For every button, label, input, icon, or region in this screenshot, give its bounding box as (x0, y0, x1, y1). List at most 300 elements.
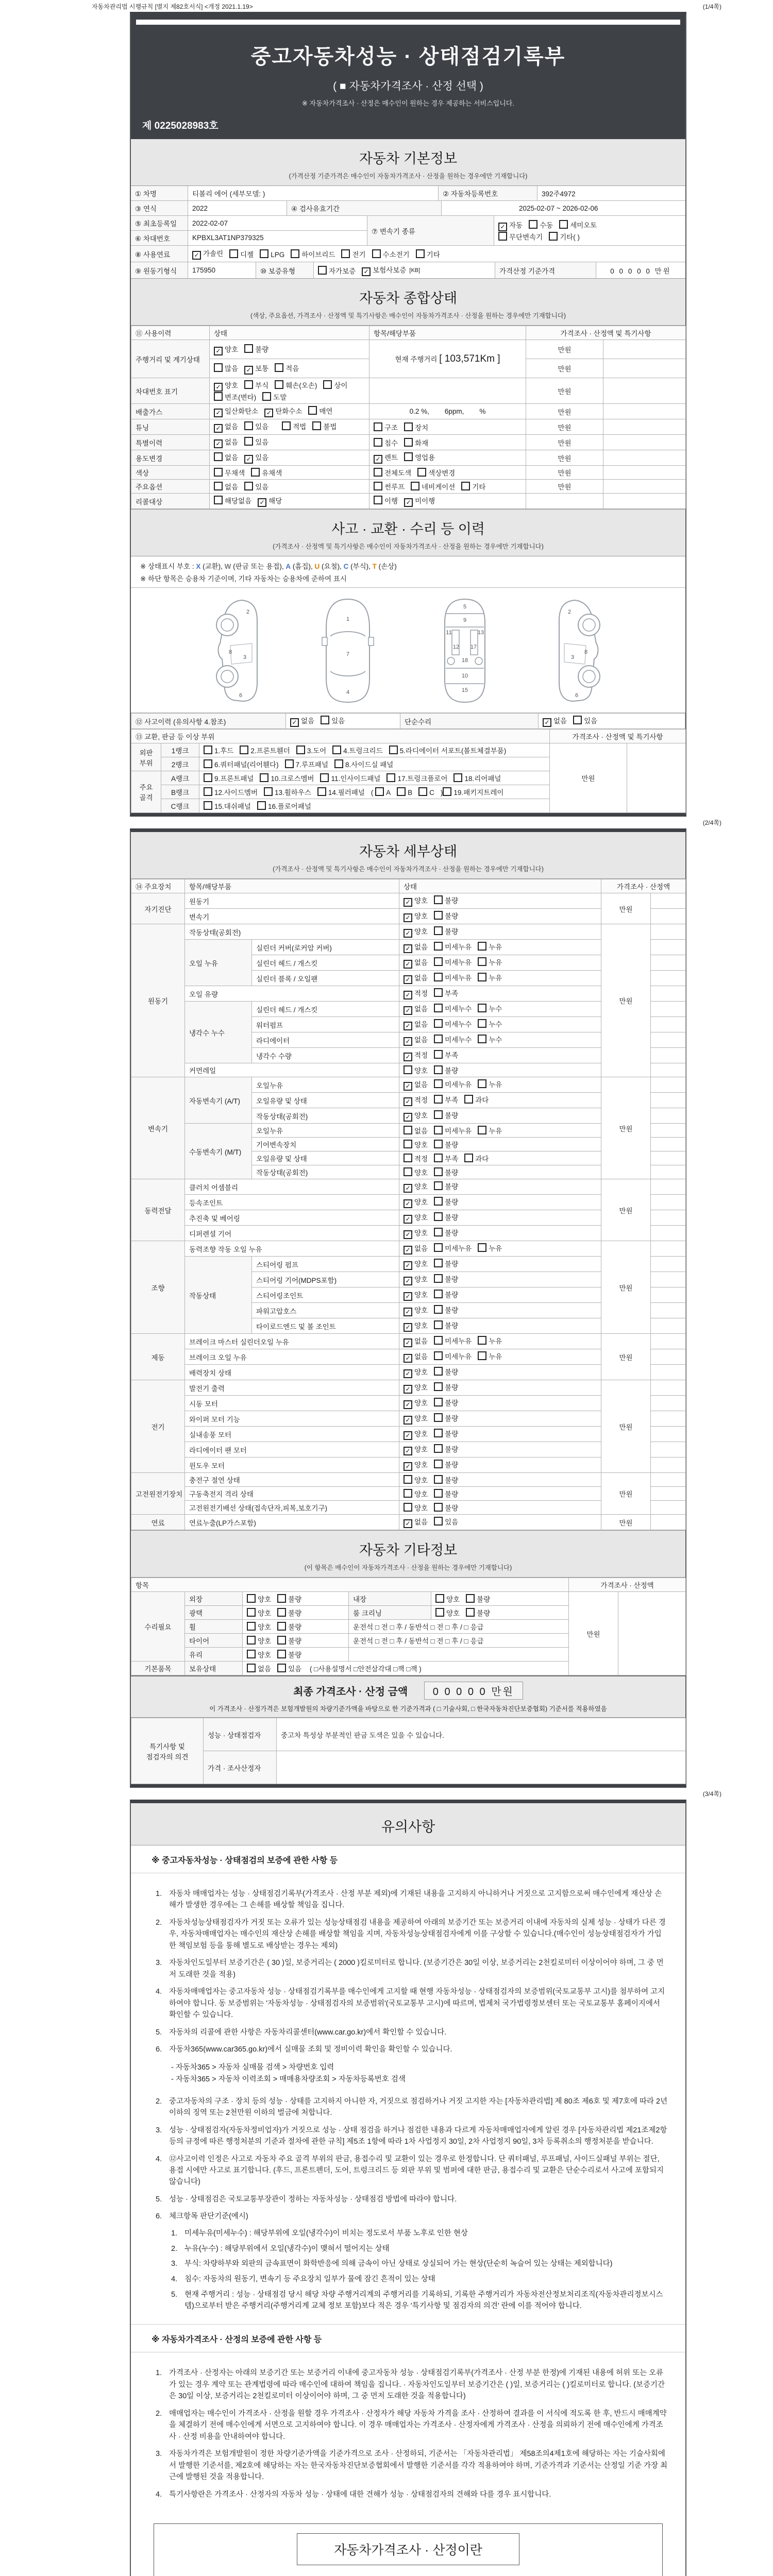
checkbox-label: 불량 (445, 1307, 459, 1314)
checkbox[interactable]: ✓ (404, 1215, 412, 1224)
check-option (244, 363, 268, 375)
checkbox[interactable] (434, 942, 443, 951)
checkbox[interactable] (434, 1095, 443, 1104)
checkbox[interactable] (277, 1594, 286, 1603)
checkbox[interactable]: ✓ (404, 1338, 412, 1347)
checkbox[interactable] (434, 1259, 443, 1267)
svg-text:12: 12 (452, 644, 460, 650)
checkbox[interactable] (461, 482, 470, 490)
checkbox-label: 구조 (384, 423, 398, 432)
checkbox[interactable] (321, 716, 329, 724)
checkbox[interactable]: ✓ (404, 1113, 412, 1122)
checkbox[interactable] (434, 1126, 443, 1134)
checkbox[interactable] (434, 1065, 443, 1074)
memo-cell (603, 378, 686, 404)
checkbox[interactable]: ✓ (214, 347, 223, 355)
checkbox[interactable]: ✓ (214, 424, 223, 433)
checkbox-label: 15.대쉬패널 (214, 803, 251, 810)
checkbox[interactable] (214, 392, 223, 401)
check-option (434, 1065, 458, 1075)
checkbox[interactable] (204, 745, 212, 754)
checkbox[interactable]: ✓ (404, 1462, 412, 1471)
legend-note: ※ 하단 항목은 승용차 기준이며, 기타 자동차는 승용차에 준하여 표시 (131, 572, 685, 588)
checkbox[interactable] (312, 421, 321, 430)
checkbox[interactable]: ✓ (404, 898, 412, 907)
checkbox[interactable]: ✓ (214, 409, 223, 417)
memo-cell (603, 419, 686, 435)
checkbox[interactable] (244, 344, 253, 353)
checkbox-label: 불량 (445, 1260, 459, 1268)
checkbox[interactable]: ✓ (244, 455, 253, 464)
checkbox[interactable] (323, 380, 332, 389)
checkbox-label: 미이행 (415, 497, 435, 505)
checkbox[interactable] (478, 942, 486, 951)
item-label: 작동상태(공회전) (252, 1165, 399, 1179)
checkbox-label: 누유 (489, 1353, 502, 1361)
checkbox[interactable] (434, 1274, 443, 1283)
checkbox-label: 양호 (414, 1384, 428, 1392)
checkbox[interactable] (434, 1243, 443, 1252)
check-option (277, 1635, 301, 1646)
checkbox[interactable] (262, 392, 271, 401)
checkbox[interactable] (404, 1154, 412, 1162)
checkbox[interactable] (434, 1181, 443, 1190)
checkbox[interactable] (244, 482, 253, 490)
checkbox[interactable] (498, 232, 507, 241)
checkbox[interactable] (251, 468, 260, 477)
checkbox[interactable] (434, 1460, 443, 1468)
check-option (434, 1139, 458, 1149)
checkbox[interactable] (434, 1110, 443, 1119)
checkbox[interactable] (404, 438, 413, 447)
checkbox[interactable] (204, 773, 212, 782)
checkbox[interactable] (277, 1608, 286, 1617)
check-option (404, 1320, 428, 1332)
item-cell (369, 480, 526, 494)
checkbox[interactable] (417, 468, 426, 477)
checkbox[interactable] (240, 745, 248, 754)
checkbox[interactable] (372, 249, 381, 258)
checkbox-label: 가솔린 (203, 250, 224, 258)
checkbox[interactable] (434, 1475, 443, 1484)
checkbox[interactable] (374, 496, 382, 504)
checkbox[interactable] (434, 1351, 443, 1360)
row-label: ③ 연식 (131, 201, 188, 215)
check-option (404, 1304, 428, 1316)
price-cell: 만원 (601, 924, 651, 1077)
checkbox[interactable]: ✓ (404, 1308, 412, 1316)
checkbox[interactable] (418, 787, 427, 796)
checkbox[interactable] (434, 1398, 443, 1406)
memo-cell (651, 1179, 686, 1195)
check-option (404, 1366, 428, 1378)
checkbox[interactable]: ✓ (404, 498, 413, 507)
state-cell (399, 924, 601, 940)
checkbox[interactable]: ✓ (362, 267, 371, 276)
checkbox[interactable] (277, 1650, 286, 1658)
checkbox[interactable] (204, 787, 212, 796)
memo-cell (651, 1287, 686, 1303)
note-cell: 운전석 □ 전 □ 후 / 동반석 □ 전 □ 후 / □ 응급 (349, 1620, 569, 1634)
checkbox[interactable]: ✓ (404, 1369, 412, 1378)
detail-state (131, 879, 686, 1530)
section-detail-header (131, 832, 685, 879)
price-cell: 만원 (526, 466, 603, 480)
checkbox[interactable] (397, 787, 406, 796)
car-name-value: 티볼리 에어 (세부모델: ) (188, 186, 438, 200)
checkbox[interactable]: ✓ (404, 1261, 412, 1270)
checkbox[interactable]: ✓ (404, 1022, 412, 1030)
checkbox-label: 3.도어 (307, 747, 327, 755)
checkbox[interactable] (478, 973, 486, 981)
item-label: 보유상태 (185, 1662, 243, 1675)
checkbox[interactable] (434, 1197, 443, 1206)
checkbox[interactable] (204, 801, 212, 810)
checkbox[interactable] (257, 801, 266, 810)
checkbox[interactable] (434, 1336, 443, 1345)
checkbox[interactable] (389, 745, 398, 754)
checkbox[interactable] (434, 1320, 443, 1329)
checkbox[interactable] (341, 249, 350, 258)
checkbox-label: 영업용 (415, 454, 435, 462)
checkbox[interactable] (464, 1154, 473, 1162)
check-option (404, 957, 428, 969)
checkbox[interactable] (434, 1154, 443, 1162)
checkbox[interactable]: ✓ (404, 1431, 412, 1440)
checkbox[interactable] (434, 1050, 443, 1059)
checkbox[interactable] (434, 895, 443, 904)
checkbox[interactable] (478, 1004, 486, 1012)
checkbox[interactable] (247, 1594, 256, 1603)
checkbox[interactable] (434, 1489, 443, 1498)
checkbox[interactable] (275, 380, 283, 389)
checkbox[interactable]: ✓ (404, 1416, 412, 1425)
checkbox[interactable] (296, 745, 305, 754)
checkbox-label: 일산화탄소 (225, 408, 259, 415)
checkbox[interactable]: ✓ (214, 383, 223, 392)
checkbox[interactable] (434, 973, 443, 981)
checkbox[interactable] (260, 773, 268, 782)
checkbox[interactable] (260, 249, 268, 258)
checkbox-label: 불량 (445, 1368, 459, 1376)
checkbox[interactable] (434, 1517, 443, 1526)
checkbox[interactable] (453, 773, 462, 782)
row-group-label: 수리필요 (131, 1592, 185, 1662)
checkbox[interactable] (244, 437, 253, 446)
checkbox[interactable] (204, 759, 212, 768)
state-cell (399, 1257, 601, 1272)
checkbox[interactable]: ✓ (244, 366, 253, 375)
check-option (404, 1125, 428, 1136)
notice-item: 5. 성능 · 상태점검은 국토교통부장관이 정하는 자동차성능 · 상태점검 방법에 따라야 합니다. (156, 2195, 457, 2204)
check-option (244, 380, 268, 390)
check-option (404, 1351, 428, 1363)
checkbox[interactable] (549, 232, 558, 241)
checkbox[interactable] (282, 421, 291, 430)
row-label: 리콜대상 (131, 494, 210, 509)
checkbox-label: 양호 (414, 1399, 428, 1407)
checkbox[interactable]: ✓ (404, 1246, 412, 1255)
svg-text:8: 8 (584, 649, 588, 655)
checkbox[interactable] (404, 1475, 412, 1484)
checkbox[interactable] (244, 421, 253, 430)
checkbox[interactable] (277, 1622, 286, 1631)
rank-items (199, 771, 550, 785)
checkbox[interactable]: ✓ (404, 1519, 412, 1528)
checkbox-label: 5.라디에이터 서포트(볼트체결부품) (399, 747, 507, 755)
checkbox[interactable] (320, 773, 329, 782)
checkbox[interactable] (404, 1126, 412, 1134)
checkbox[interactable] (374, 422, 382, 431)
checkbox[interactable] (434, 1305, 443, 1314)
state-cell (399, 893, 601, 909)
checkbox[interactable] (559, 220, 568, 229)
checkbox[interactable] (478, 1336, 486, 1345)
checkbox[interactable] (247, 1650, 256, 1658)
checkbox[interactable]: ✓ (374, 455, 382, 464)
checkbox-label: 있음 (255, 454, 269, 462)
state-cell (399, 1226, 601, 1241)
checkbox[interactable] (214, 496, 223, 504)
checkbox[interactable] (478, 1035, 486, 1043)
checkbox-label: 없음 (225, 423, 239, 431)
checkbox[interactable] (318, 266, 327, 275)
checkbox[interactable] (411, 482, 419, 490)
checkbox[interactable] (291, 249, 299, 258)
checkbox[interactable] (435, 1594, 444, 1603)
check-option (498, 231, 543, 242)
checkbox[interactable] (478, 1079, 486, 1088)
checkbox[interactable] (434, 1429, 443, 1437)
checkbox[interactable] (247, 1622, 256, 1631)
checkbox[interactable] (434, 1503, 443, 1512)
checkbox-label: 13.휠하우스 (274, 789, 311, 796)
checkbox[interactable] (374, 482, 382, 490)
checkbox[interactable] (529, 220, 537, 229)
checkbox[interactable] (214, 482, 223, 490)
checkbox[interactable] (404, 1167, 412, 1176)
item-label: 동력조향 작동 오일 누유 (185, 1241, 399, 1257)
memo-cell (651, 1501, 686, 1515)
checkbox-label: 불량 (445, 1229, 459, 1237)
checkbox[interactable] (404, 1489, 412, 1498)
checkbox[interactable] (434, 1413, 443, 1422)
checkbox[interactable]: ✓ (404, 991, 412, 999)
checkbox[interactable]: ✓ (404, 1400, 412, 1409)
check-option (247, 1649, 271, 1659)
checkbox[interactable] (434, 1444, 443, 1453)
checkbox[interactable]: ✓ (404, 1323, 412, 1332)
check-option (404, 1413, 428, 1425)
checkbox[interactable] (229, 249, 238, 258)
checkbox[interactable] (416, 249, 425, 258)
checkbox[interactable] (386, 773, 395, 782)
checkbox-label: 불량 (288, 1596, 302, 1603)
memo-cell (651, 1365, 686, 1380)
detail-state-table (131, 879, 685, 1530)
checkbox[interactable]: ✓ (404, 944, 412, 953)
section-etc-header (131, 1530, 685, 1578)
checkbox-label: 6.쿼터패널(리어휀다) (214, 761, 279, 769)
notice-item: 5. 자동차의 리콜에 관한 사항은 자동차리콜센터(www.car.go.kr)에서 확인할 수 있습니다. (156, 2028, 447, 2037)
checkbox[interactable] (404, 1140, 412, 1148)
checkbox[interactable] (404, 1065, 412, 1074)
checkbox[interactable] (332, 745, 341, 754)
checkbox[interactable]: ✓ (404, 1447, 412, 1455)
checkbox[interactable] (466, 1608, 475, 1617)
checkbox[interactable]: ✓ (258, 498, 266, 507)
checkbox[interactable]: ✓ (404, 929, 412, 938)
memo-cell (651, 986, 686, 1002)
checkbox-label: 보통 (255, 364, 269, 372)
checkbox[interactable] (244, 380, 253, 389)
checkbox[interactable]: ✓ (404, 913, 412, 922)
checkbox[interactable] (435, 1608, 444, 1617)
checkbox[interactable] (434, 1167, 443, 1176)
checkbox[interactable] (434, 1004, 443, 1012)
checkbox[interactable] (247, 1664, 256, 1672)
checkbox[interactable] (478, 1243, 486, 1252)
state-cell (399, 1487, 601, 1501)
checkbox[interactable] (466, 1594, 475, 1603)
checkbox[interactable]: ✓ (404, 1053, 412, 1061)
check-option (434, 1444, 458, 1454)
check-option (244, 421, 268, 431)
checkbox[interactable] (478, 1126, 486, 1134)
checkbox[interactable]: ✓ (404, 1385, 412, 1394)
checkbox[interactable]: ✓ (264, 409, 273, 417)
check-option (404, 1258, 428, 1270)
checkbox[interactable] (285, 759, 294, 768)
checkbox[interactable] (464, 1095, 473, 1104)
checkbox-label: 무단변속기 (509, 233, 543, 241)
item-label: 실린더 커버(로커암 커버) (252, 940, 399, 955)
checkbox[interactable] (317, 787, 326, 796)
checkbox-label: 자동 (509, 222, 523, 229)
checkbox[interactable] (214, 468, 223, 477)
checkbox-label: 양호 (225, 382, 239, 389)
checkbox[interactable] (434, 988, 443, 997)
state-cell (399, 971, 601, 986)
checkbox[interactable] (334, 759, 343, 768)
checkbox[interactable]: ✓ (498, 223, 507, 231)
checkbox[interactable] (404, 1503, 412, 1512)
check-option (434, 1351, 472, 1361)
svg-text:6: 6 (239, 692, 243, 699)
checkbox[interactable] (478, 957, 486, 966)
check-option (478, 1079, 502, 1089)
checkbox[interactable] (434, 1212, 443, 1221)
checkbox[interactable] (434, 1382, 443, 1391)
check-option (434, 1320, 458, 1330)
checkbox[interactable]: ✓ (404, 1097, 412, 1106)
checkbox[interactable] (443, 787, 451, 796)
check-option (404, 437, 428, 448)
check-option (434, 1304, 458, 1315)
checkbox[interactable] (434, 1140, 443, 1148)
checkbox-label: 미세누수 (445, 1005, 472, 1013)
checkbox[interactable] (275, 363, 283, 372)
checkbox[interactable] (277, 1664, 286, 1672)
checkbox-label: 양호 (414, 1183, 428, 1191)
checkbox[interactable]: ✓ (404, 1354, 412, 1363)
state-cell (399, 1063, 601, 1077)
checkbox[interactable] (375, 787, 384, 796)
checkbox[interactable]: ✓ (404, 1199, 412, 1208)
check-option (434, 1153, 458, 1163)
notice-item: 6. 체크항목 판단기준(예시) (156, 2212, 248, 2221)
checkbox[interactable] (374, 438, 382, 447)
checkbox[interactable] (434, 911, 443, 920)
checkbox[interactable] (308, 406, 317, 415)
checkbox[interactable]: ✓ (404, 1082, 412, 1091)
checkbox[interactable]: ✓ (214, 439, 223, 448)
checkbox[interactable]: ✓ (404, 1230, 412, 1239)
state-cell (286, 714, 400, 729)
check-option (291, 249, 335, 259)
checkbox[interactable]: ✓ (543, 718, 551, 727)
checkbox-label: 불량 (445, 1446, 459, 1453)
check-option (573, 715, 597, 725)
price-cell: 만원 (550, 743, 627, 813)
check-option (247, 1663, 271, 1673)
checkbox[interactable]: ✓ (404, 1037, 412, 1046)
checkbox[interactable] (573, 716, 582, 724)
checkbox[interactable] (434, 1079, 443, 1088)
checkbox[interactable]: ✓ (404, 975, 412, 984)
checkbox[interactable]: ✓ (404, 960, 412, 969)
table-row (131, 1179, 686, 1195)
checkbox-label: 불량 (445, 1322, 459, 1330)
checkbox[interactable]: ✓ (404, 1184, 412, 1193)
checkbox[interactable] (374, 468, 382, 477)
checkbox[interactable] (434, 1367, 443, 1376)
checkbox[interactable] (214, 363, 223, 372)
state-cell (399, 1396, 601, 1411)
checkbox[interactable]: ✓ (192, 251, 201, 260)
checkbox[interactable] (264, 787, 273, 796)
checkbox[interactable]: ✓ (290, 718, 299, 727)
check-option (434, 1019, 472, 1029)
table-row (131, 216, 685, 246)
checkbox[interactable] (404, 452, 413, 461)
checkbox-label: 없음 (414, 1337, 428, 1345)
item-label: 라디에이터 팬 모터 (185, 1442, 399, 1458)
checkbox[interactable] (247, 1636, 256, 1645)
checkbox[interactable] (277, 1636, 286, 1645)
checkbox[interactable] (247, 1608, 256, 1617)
checkbox[interactable] (434, 1035, 443, 1043)
svg-text:15: 15 (461, 687, 468, 693)
state-cell (399, 1411, 601, 1427)
checkbox[interactable] (434, 1228, 443, 1236)
checkbox[interactable] (434, 957, 443, 966)
checkbox[interactable] (434, 926, 443, 935)
checkbox[interactable]: ✓ (404, 1006, 412, 1015)
checkbox[interactable]: ✓ (404, 1277, 412, 1285)
check-option (404, 1444, 428, 1455)
checkbox[interactable] (434, 1019, 443, 1028)
checkbox-label: 과다 (475, 1096, 489, 1104)
checkbox[interactable] (404, 422, 413, 431)
check-option (277, 1594, 301, 1604)
checkbox[interactable] (478, 1351, 486, 1360)
checkbox[interactable]: ✓ (404, 1292, 412, 1301)
checkbox[interactable] (478, 1019, 486, 1028)
checkbox[interactable] (214, 452, 223, 461)
device-group-label: 고전원전기장치 (131, 1473, 185, 1515)
checkbox[interactable] (434, 1290, 443, 1298)
